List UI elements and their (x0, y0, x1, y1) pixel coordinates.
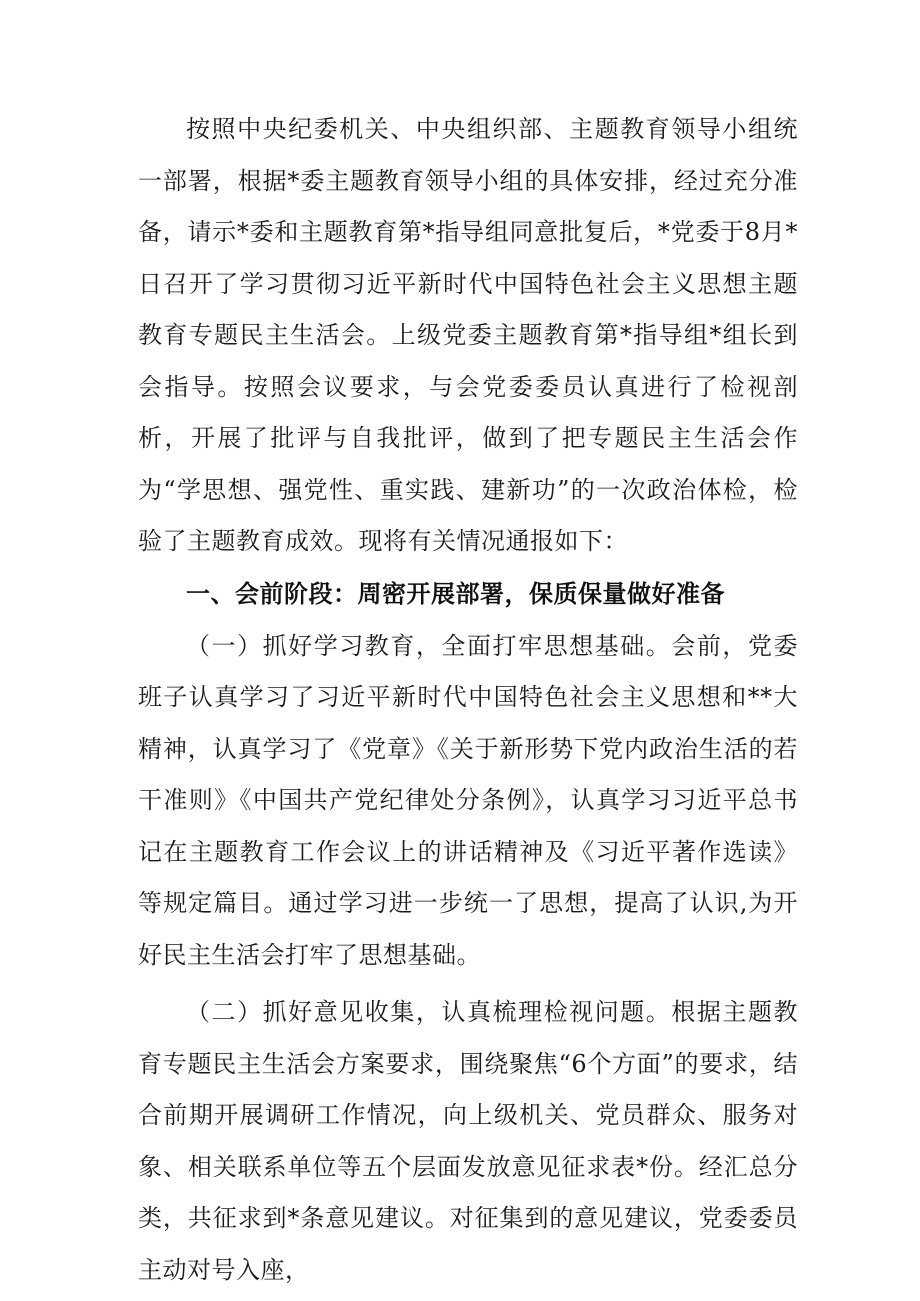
intro-paragraph: 按照中央纪委机关、中央组织部、主题教育领导小组统一部署，根据*委主题教育领导小组的具体安排，经过充分准备，请示*委和主题教育第*指导组同意批复后，*党委于8月*日召开了学习贯彻习近平新时代中国特色社会主义思想主题教育专题民主生活会。上级党委主题教育第*指导组*组长到会指导。按照会议要求，与会党委委员认真进行了检视剖析，开展了批评与自我批评，做到了把专题民主生活会作为“学思想、强党性、重实践、建新功”的一次政治体检，检验了主题教育成效。现将有关情况通报如下： (138, 115, 798, 555)
section-heading-1: 一、会前阶段：周密开展部署，保质保量做好准备 (186, 579, 725, 608)
subsection-paragraph-2: （二）抓好意见收集，认真梳理检视问题。根据主题教育专题民主生活会方案要求，围绕聚焦“6个方面”的要求，结合前期开展调研工作情况，向上级机关、党员群众、服务对象、相关联系单位等五个层面发放意见征求表*份。经汇总分类，共征求到*条意见建议。对征集到的意见建议，党委委员主动对号入座， (138, 998, 798, 1284)
document-body (138, 104, 798, 1296)
subsection-paragraph-1: （一）抓好学习教育，全面打牢思想基础。会前，党委班子认真学习了习近平新时代中国特色社会主义思想和**大精神，认真学习了《党章》《关于新形势下党内政治生活的若干准则》《中国共产党纪律处分条例》，认真学习习近平总书记在主题教育工作会议上的讲话精神及《习近平著作选读》等规定篇目。通过学习进一步统一了思想，提高了认识,为开好民主生活会打牢了思想基础。 (138, 631, 798, 969)
